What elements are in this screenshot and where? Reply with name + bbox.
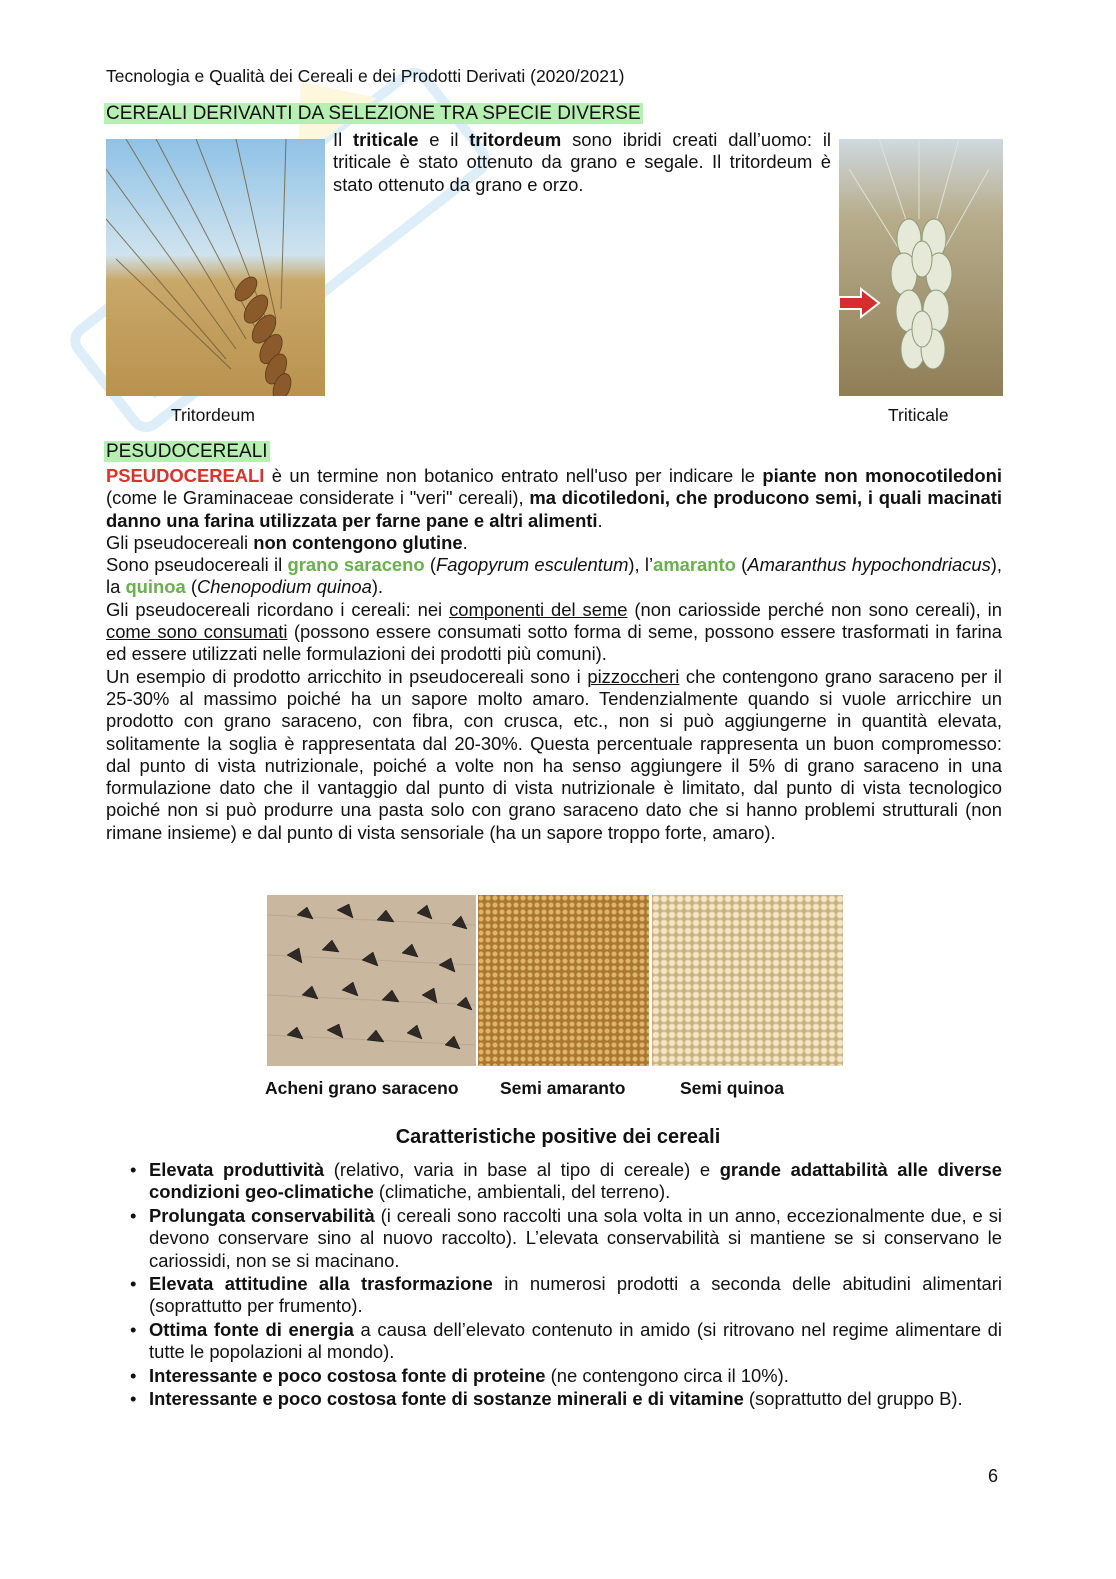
triticale-photo [839,139,1003,396]
amaranth-seeds-photo [478,895,649,1066]
tritordeum-photo [106,139,325,396]
paragraph-definition: PSEUDOCEREALI è un termine non botanico entrato nell'uso per indicare le piante non monocotiledoni (come le Graminaceae considerate i "veri" cereali), ma dicotiledoni, che producono semi, i quali macinati danno una farina utilizzata per farne pane e altri alimenti. [106,465,1002,531]
list-item: • Elevata produttività (relativo, varia in base al tipo di cereale) e grande adattabilità alle diverse condizioni geo-climatiche (climatiche, ambientali, del terreno). [130,1159,1002,1203]
caption-tritordeum: Tritordeum [171,405,255,425]
page-number: 6 [988,1466,999,1486]
caption-amaranth: Semi amaranto [500,1078,626,1098]
section-heading-caratteristiche: Caratteristiche positive dei cereali [395,1126,721,1148]
positive-features-list [130,1159,1002,1411]
paragraph-similarity: Gli pseudocereali ricordano i cereali: nei componenti del seme (non cariosside perché non sono cereali), in come sono consumati (possono essere consumati sotto forma di seme, possono essere trasformati in farina ed essere utilizzati nelle formulazioni dei prodotti più comuni). [106,598,1002,665]
paragraph-species: Sono pseudocereali il grano saraceno (Fagopyrum esculentum), l’amaranto (Amaranthus hypochondriacus), la quinoa (Chenopodium quinoa). [106,554,1003,598]
paragraph-pizzoccheri: Un esempio di prodotto arricchito in pseudocereali sono i pizzoccheri che contengono grano saraceno per il 25-30% al massimo poiché ha un sapore molto amaro. Tendenzialmente quando si vuole arricchire un prodotto con grano saraceno, con fibra, con crusca, etc., non si può aggiungerne in quantità elevata, solitamente la soglia è rappresentata dal 20-30%. Questa percentuale rappresenta un buon compromesso: dal punto di vista nutrizionale, poiché a volte non ha senso aggiungere il 5% di grano saraceno in una formulazione dato che il vantaggio dal punto di vista nutrizionale è limitato, dal punto di vista tecnologico poiché non si può produrre una pasta solo con grano saraceno dato che si hanno problemi strutturali (non rimane insieme) e dal punto di vista sensoriale (ha un sapore troppo forte, amaro). [106,665,1002,843]
section-heading-pseudocereali: PESUDOCEREALI [106,441,268,462]
list-item: • Interessante e poco costosa fonte di proteine (ne contengono circa il 10%). [130,1364,789,1386]
caption-triticale: Triticale [888,405,949,425]
caption-quinoa: Semi quinoa [680,1078,785,1098]
caption-buckwheat: Acheni grano saraceno [265,1078,459,1098]
document-header: Tecnologia e Qualità dei Cereali e dei Prodotti Derivati (2020/2021) [106,66,625,86]
list-item: • Elevata attitudine alla trasformazione in numerosi prodotti a seconda delle abitudini alimentari (soprattutto per frumento). [130,1273,1002,1317]
list-item: • Interessante e poco costosa fonte di sostanze minerali e di vitamine (soprattutto del gruppo B). [130,1388,963,1410]
buckwheat-seeds-photo [267,895,476,1066]
section-heading-ibridi: CEREALI DERIVANTI DA SELEZIONE TRA SPECIE DIVERSE [106,103,641,124]
list-item: • Prolungata conservabilità (i cereali sono raccolti una sola volta in un anno, eccezionalmente due, e si devono conservare sino al nuovo raccolto). L’elevata conservabilità si mantiene se si conservano le cariossidi, non se si macinano. [130,1204,1002,1271]
list-item: • Ottima fonte di energia a causa dell’elevato contenuto in amido (si ritrovano nel regime alimentare di tutte le popolazioni al mondo). [130,1318,1002,1363]
pseudocereali-body [106,465,1002,844]
paragraph-glutine: Gli pseudocereali non contengono glutine. [106,531,468,553]
intro-paragraph: Il triticale e il tritordeum sono ibridi creati dall’uomo: il triticale è stato ottenuto da grano e segale. Il tritordeum è stato ottenuto da grano e orzo. [333,129,831,195]
quinoa-seeds-photo [652,895,843,1066]
